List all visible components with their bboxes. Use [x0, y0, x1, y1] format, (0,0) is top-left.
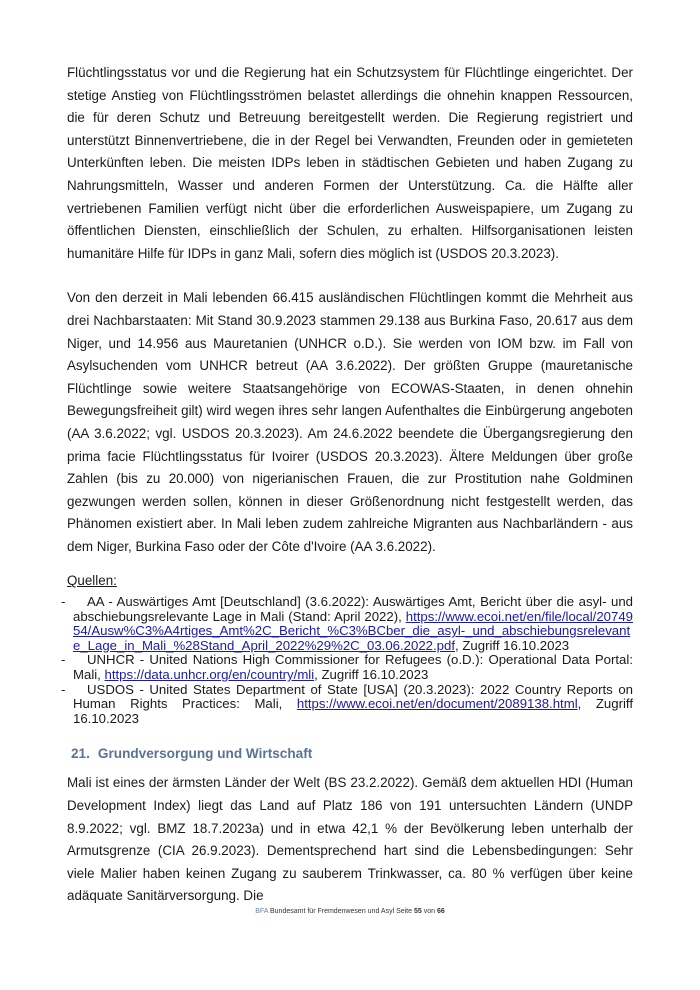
paragraph-idp-refugees: Flüchtlingsstatus vor und die Regierung hat ein Schutzsystem für Flüchtlinge eingerichtet. Der stetige Anstieg von Flüchtlingsströmen belastet allerdings die ohnehin knappen Ressourcen, die für deren Schutz und Betreuung bereitgestellt werden. Die Regierung registriert und unterstützt Binnenvertriebene, die in der Regel bei Verwandten, Freunden oder in gemieteten Unterkünften leben. Die meisten IDPs leben in städtischen Gebieten und haben Zugang zu Nahrungsmitteln, Wasser und anderen Formen der Unterstützung. Ca. die Hälfte aller vertriebenen Familien verfügt nicht über die erforderlichen Ausweispapiere, um Zugang zu öffentlichen Diensten, einschließlich der Schulen, zu erhalten. Hilfsorganisationen leisten humanitäre Hilfe für IDPs in ganz Mali, sofern dies möglich ist (USDOS 20.3.2023). [67, 65, 633, 261]
list-dash: - [61, 594, 66, 610]
footer-page-number: 55 [413, 908, 422, 915]
source-link[interactable]: https://www.ecoi.net/en/document/2089138.html [296, 696, 578, 712]
source-text: UNHCR - United Nations High Commissioner for Refugees (o.D.): Operational Data Portal: Mali, [73, 652, 633, 683]
footer-page-total: 66 [436, 908, 445, 915]
source-text: USDOS - United States Department of State [USA] (20.3.2023): 2022 Country Reports on Human Rights Practices: Mali, [73, 681, 633, 712]
section-heading [67, 744, 633, 764]
source-access-date: , Zugriff 16.10.2023 [314, 667, 429, 683]
source-access-date: , Zugriff 16.10.2023 [73, 696, 633, 726]
source-item [61, 681, 633, 727]
document-page [61, 62, 633, 908]
section-title: Grundversorgung und Wirtschaft [97, 746, 313, 762]
source-link[interactable]: https://www.ecoi.net/en/file/local/2074954/Ausw%C3%A4rtiges_Amt%2C_Bericht_%C3%BCber_die_asyl-_und_abschiebungsrelevante_Lage_in_Mali_%28Stand_April_2022%29%2C_03.06.2022.pdf [73, 608, 633, 653]
section-number: 21. [71, 746, 90, 762]
footer-of: von [423, 908, 436, 915]
paragraph-economy: Mali ist eines der ärmsten Länder der Welt (BS 23.2.2022). Gemäß dem aktuellen HDI (Human Development Index) liegt das Land auf Platz 186 von 191 untersuchten Ländern (UNDP 8.9.2022; vgl. BMZ 18.7.2023a) und in etwa 42,1 % der Bevölkerung leben unterhalb der Armutsgrenze (CIA 26.9.2023). Dementsprechend hart sind die Lebensbedingungen: Sehr viele Malier haben keinen Zugang zu sauberem Trinkwasser, ca. 80 % verfügen über keine adäquate Sanitärversorgung. Die [67, 775, 633, 904]
sources-list [61, 573, 633, 726]
footer-brand-logo: BFA [255, 908, 269, 915]
page-footer [0, 908, 700, 915]
list-dash: - [61, 652, 66, 668]
paragraph-foreign-refugees: Von den derzeit in Mali lebenden 66.415 ausländischen Flüchtlingen kommt die Mehrheit aus drei Nachbarstaaten: Mit Stand 30.9.2023 stammen 29.138 aus Burkina Faso, 20.617 aus dem Niger, und 14.956 aus Mauretanien (UNHCR o.D.). Sie werden von IOM bzw. im Fall von Asylsuchenden vom UNHCR betreut (AA 3.6.2022). Der größten Gruppe (mauretanische Flüchtlinge sowie weitere Staatsangehörige von ECOWAS-Staaten, in denen ohnehin Bewegungsfreiheit gilt) wird wegen ihres sehr langen Aufenthaltes die Einbürgerung angeboten (AA 3.6.2022; vgl. USDOS 20.3.2023). Am 24.6.2022 beendete die Übergangsregierung den prima facie Flüchtlingsstatus für Ivoirer (USDOS 20.3.2023). Ältere Meldungen über große Zahlen (bis zu 20.000) von nigerianischen Frauen, die zur Prostitution nahe Goldminen gezwungen werden sollen, können in dieser Größenordnung nicht festgestellt werden, das Phänomen existiert aber. In Mali leben zudem zahlreiche Migranten aus Nachbarländern - aus dem Niger, Burkina Faso oder der Côte d'Ivoire (AA 3.6.2022). [67, 290, 633, 554]
source-access-date: , Zugriff 16.10.2023 [455, 637, 570, 653]
footer-text: Bundesamt für Fremdenwesen und Asyl Seite [270, 908, 413, 915]
source-text: AA - Auswärtiges Amt [Deutschland] (3.6.2022): Auswärtiges Amt, Bericht über die asyl- und abschiebungsrelevante Lage in Mali (Stand: April 2022), [73, 594, 633, 624]
source-item [61, 594, 633, 653]
source-item [61, 652, 633, 683]
source-link[interactable]: https://data.unhcr.org/en/country/mli [104, 667, 315, 683]
list-dash: - [61, 681, 66, 697]
sources-title: Quellen: [67, 573, 117, 589]
